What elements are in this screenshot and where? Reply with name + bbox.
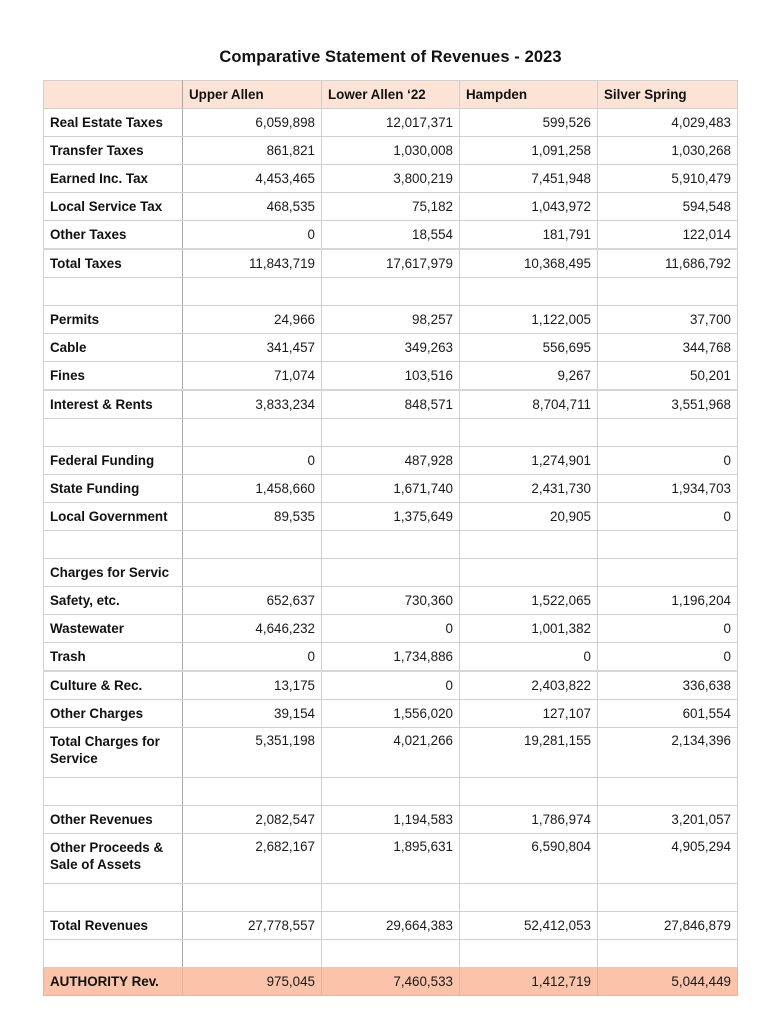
row-label: Trash xyxy=(44,643,183,672)
empty-cell xyxy=(460,278,598,306)
empty-cell xyxy=(322,778,460,806)
cell-upper-allen: 24,966 xyxy=(183,306,322,334)
row-label: Total Revenues xyxy=(44,912,183,940)
row-permits xyxy=(44,306,738,334)
empty-cell xyxy=(598,531,738,559)
cell-upper-allen: 3,833,234 xyxy=(183,390,322,419)
cell-lower-allen: 29,664,383 xyxy=(322,912,460,940)
spacer-row xyxy=(44,278,738,306)
cell-hampden: 52,412,053 xyxy=(460,912,598,940)
cell-lower-allen: 0 xyxy=(322,671,460,700)
row-culture-rec xyxy=(44,671,738,700)
cell-hampden: 20,905 xyxy=(460,503,598,531)
cell-hampden: 599,526 xyxy=(460,109,598,137)
row-label: Other Taxes xyxy=(44,221,183,250)
row-local-government xyxy=(44,503,738,531)
cell-upper-allen: 2,082,547 xyxy=(183,806,322,834)
cell-upper-allen: 13,175 xyxy=(183,671,322,700)
spacer-row xyxy=(44,531,738,559)
empty-cell xyxy=(460,778,598,806)
column-header-upper-allen: Upper Allen xyxy=(183,81,322,109)
row-authority-revenue xyxy=(44,968,738,996)
row-label: Other Proceeds & Sale of Assets xyxy=(44,834,183,884)
empty-cell xyxy=(322,531,460,559)
cell-lower-allen: 730,360 xyxy=(322,587,460,615)
cell-lower-allen: 1,030,008 xyxy=(322,137,460,165)
cell-silver-spring: 37,700 xyxy=(598,306,738,334)
cell-hampden: 9,267 xyxy=(460,362,598,391)
cell-hampden: 1,412,719 xyxy=(460,968,598,996)
cell-silver-spring: 1,934,703 xyxy=(598,475,738,503)
cell-lower-allen: 4,021,266 xyxy=(322,728,460,778)
cell-silver-spring: 4,905,294 xyxy=(598,834,738,884)
cell-hampden: 6,590,804 xyxy=(460,834,598,884)
empty-cell xyxy=(183,419,322,447)
cell-upper-allen: 2,682,167 xyxy=(183,834,322,884)
spacer-row xyxy=(44,884,738,912)
empty-cell xyxy=(183,884,322,912)
cell-lower-allen: 17,617,979 xyxy=(322,249,460,278)
empty-cell xyxy=(598,778,738,806)
empty-cell xyxy=(460,884,598,912)
section-heading: Charges for Servic xyxy=(44,559,183,587)
empty-cell xyxy=(44,940,183,968)
column-header-hampden: Hampden xyxy=(460,81,598,109)
row-label: Transfer Taxes xyxy=(44,137,183,165)
cell-lower-allen: 7,460,533 xyxy=(322,968,460,996)
cell-upper-allen: 975,045 xyxy=(183,968,322,996)
empty-cell xyxy=(183,778,322,806)
empty-cell xyxy=(460,419,598,447)
cell-silver-spring: 3,551,968 xyxy=(598,390,738,419)
row-label: State Funding xyxy=(44,475,183,503)
cell-hampden: 19,281,155 xyxy=(460,728,598,778)
spacer-row xyxy=(44,940,738,968)
cell-upper-allen: 0 xyxy=(183,447,322,475)
row-other-charges xyxy=(44,700,738,728)
cell-hampden: 181,791 xyxy=(460,221,598,250)
cell-lower-allen: 75,182 xyxy=(322,193,460,221)
cell-hampden: 1,274,901 xyxy=(460,447,598,475)
row-real-estate-taxes xyxy=(44,109,738,137)
cell-upper-allen: 861,821 xyxy=(183,137,322,165)
cell-upper-allen: 0 xyxy=(183,643,322,672)
cell-silver-spring: 1,196,204 xyxy=(598,587,738,615)
cell-upper-allen: 341,457 xyxy=(183,334,322,362)
empty-cell xyxy=(322,278,460,306)
cell-hampden: 2,431,730 xyxy=(460,475,598,503)
spacer-row xyxy=(44,419,738,447)
row-label: Total Charges for Service xyxy=(44,728,183,778)
cell-silver-spring: 0 xyxy=(598,503,738,531)
row-safety xyxy=(44,587,738,615)
cell-lower-allen: 1,375,649 xyxy=(322,503,460,531)
empty-cell xyxy=(183,531,322,559)
row-label: Cable xyxy=(44,334,183,362)
empty-cell xyxy=(44,778,183,806)
row-charges-for-service-heading xyxy=(44,559,738,587)
empty-cell xyxy=(183,940,322,968)
revenue-table xyxy=(43,80,738,996)
cell-silver-spring: 594,548 xyxy=(598,193,738,221)
empty-cell xyxy=(183,559,322,587)
cell-silver-spring: 601,554 xyxy=(598,700,738,728)
cell-hampden: 7,451,948 xyxy=(460,165,598,193)
cell-silver-spring: 27,846,879 xyxy=(598,912,738,940)
cell-silver-spring: 1,030,268 xyxy=(598,137,738,165)
row-interest-rents xyxy=(44,390,738,419)
empty-cell xyxy=(183,278,322,306)
row-label: Other Revenues xyxy=(44,806,183,834)
cell-hampden: 10,368,495 xyxy=(460,249,598,278)
cell-upper-allen: 468,535 xyxy=(183,193,322,221)
cell-hampden: 1,001,382 xyxy=(460,615,598,643)
cell-silver-spring: 0 xyxy=(598,643,738,672)
row-federal-funding xyxy=(44,447,738,475)
row-earned-income-tax xyxy=(44,165,738,193)
empty-cell xyxy=(44,278,183,306)
empty-cell xyxy=(322,419,460,447)
row-transfer-taxes xyxy=(44,137,738,165)
row-label: Safety, etc. xyxy=(44,587,183,615)
empty-cell xyxy=(598,278,738,306)
column-header-category xyxy=(44,81,183,109)
cell-hampden: 1,522,065 xyxy=(460,587,598,615)
row-label: Local Government xyxy=(44,503,183,531)
cell-hampden: 1,122,005 xyxy=(460,306,598,334)
cell-upper-allen: 27,778,557 xyxy=(183,912,322,940)
cell-lower-allen: 848,571 xyxy=(322,390,460,419)
empty-cell xyxy=(322,884,460,912)
cell-lower-allen: 487,928 xyxy=(322,447,460,475)
cell-hampden: 1,043,972 xyxy=(460,193,598,221)
empty-cell xyxy=(598,419,738,447)
spacer-row xyxy=(44,778,738,806)
cell-silver-spring: 50,201 xyxy=(598,362,738,391)
cell-upper-allen: 652,637 xyxy=(183,587,322,615)
cell-upper-allen: 71,074 xyxy=(183,362,322,391)
row-other-taxes xyxy=(44,221,738,250)
cell-upper-allen: 4,646,232 xyxy=(183,615,322,643)
cell-silver-spring: 4,029,483 xyxy=(598,109,738,137)
cell-hampden: 556,695 xyxy=(460,334,598,362)
cell-lower-allen: 103,516 xyxy=(322,362,460,391)
empty-cell xyxy=(322,559,460,587)
row-label: Earned Inc. Tax xyxy=(44,165,183,193)
empty-cell xyxy=(460,559,598,587)
empty-cell xyxy=(460,940,598,968)
cell-upper-allen: 89,535 xyxy=(183,503,322,531)
row-label: Other Charges xyxy=(44,700,183,728)
cell-silver-spring: 5,044,449 xyxy=(598,968,738,996)
row-label: Federal Funding xyxy=(44,447,183,475)
row-local-service-tax xyxy=(44,193,738,221)
cell-hampden: 1,786,974 xyxy=(460,806,598,834)
cell-hampden: 8,704,711 xyxy=(460,390,598,419)
row-other-proceeds-sale-of-assets xyxy=(44,834,738,884)
cell-lower-allen: 3,800,219 xyxy=(322,165,460,193)
cell-hampden: 2,403,822 xyxy=(460,671,598,700)
row-cable xyxy=(44,334,738,362)
row-total-charges-for-service xyxy=(44,728,738,778)
cell-upper-allen: 1,458,660 xyxy=(183,475,322,503)
cell-hampden: 0 xyxy=(460,643,598,672)
cell-lower-allen: 98,257 xyxy=(322,306,460,334)
cell-upper-allen: 6,059,898 xyxy=(183,109,322,137)
cell-silver-spring: 336,638 xyxy=(598,671,738,700)
empty-cell xyxy=(460,531,598,559)
cell-hampden: 127,107 xyxy=(460,700,598,728)
column-header-silver-spring: Silver Spring xyxy=(598,81,738,109)
row-total-revenues xyxy=(44,912,738,940)
cell-upper-allen: 39,154 xyxy=(183,700,322,728)
cell-silver-spring: 11,686,792 xyxy=(598,249,738,278)
row-label: Local Service Tax xyxy=(44,193,183,221)
empty-cell xyxy=(44,884,183,912)
row-label: Real Estate Taxes xyxy=(44,109,183,137)
empty-cell xyxy=(44,531,183,559)
cell-silver-spring: 0 xyxy=(598,615,738,643)
row-trash xyxy=(44,643,738,672)
cell-lower-allen: 1,556,020 xyxy=(322,700,460,728)
cell-silver-spring: 0 xyxy=(598,447,738,475)
cell-silver-spring: 122,014 xyxy=(598,221,738,250)
cell-silver-spring: 5,910,479 xyxy=(598,165,738,193)
cell-lower-allen: 12,017,371 xyxy=(322,109,460,137)
empty-cell xyxy=(598,940,738,968)
row-label: Total Taxes xyxy=(44,249,183,278)
cell-lower-allen: 1,194,583 xyxy=(322,806,460,834)
column-header-lower-allen: Lower Allen ‘22 xyxy=(322,81,460,109)
cell-upper-allen: 0 xyxy=(183,221,322,250)
page-title: Comparative Statement of Revenues - 2023 xyxy=(219,48,562,66)
empty-cell xyxy=(598,559,738,587)
cell-lower-allen: 1,671,740 xyxy=(322,475,460,503)
cell-lower-allen: 1,734,886 xyxy=(322,643,460,672)
row-state-funding xyxy=(44,475,738,503)
cell-upper-allen: 11,843,719 xyxy=(183,249,322,278)
empty-cell xyxy=(598,884,738,912)
cell-upper-allen: 5,351,198 xyxy=(183,728,322,778)
row-label: Fines xyxy=(44,362,183,391)
cell-lower-allen: 0 xyxy=(322,615,460,643)
row-label: Permits xyxy=(44,306,183,334)
cell-lower-allen: 349,263 xyxy=(322,334,460,362)
row-label: Culture & Rec. xyxy=(44,671,183,700)
row-wastewater xyxy=(44,615,738,643)
row-label: Wastewater xyxy=(44,615,183,643)
row-fines xyxy=(44,362,738,391)
cell-hampden: 1,091,258 xyxy=(460,137,598,165)
row-label: Interest & Rents xyxy=(44,390,183,419)
header-row xyxy=(44,81,738,109)
cell-silver-spring: 344,768 xyxy=(598,334,738,362)
cell-lower-allen: 1,895,631 xyxy=(322,834,460,884)
cell-upper-allen: 4,453,465 xyxy=(183,165,322,193)
cell-silver-spring: 2,134,396 xyxy=(598,728,738,778)
cell-lower-allen: 18,554 xyxy=(322,221,460,250)
row-other-revenues xyxy=(44,806,738,834)
row-label: AUTHORITY Rev. xyxy=(44,968,183,996)
row-total-taxes xyxy=(44,249,738,278)
empty-cell xyxy=(322,940,460,968)
empty-cell xyxy=(44,419,183,447)
cell-silver-spring: 3,201,057 xyxy=(598,806,738,834)
